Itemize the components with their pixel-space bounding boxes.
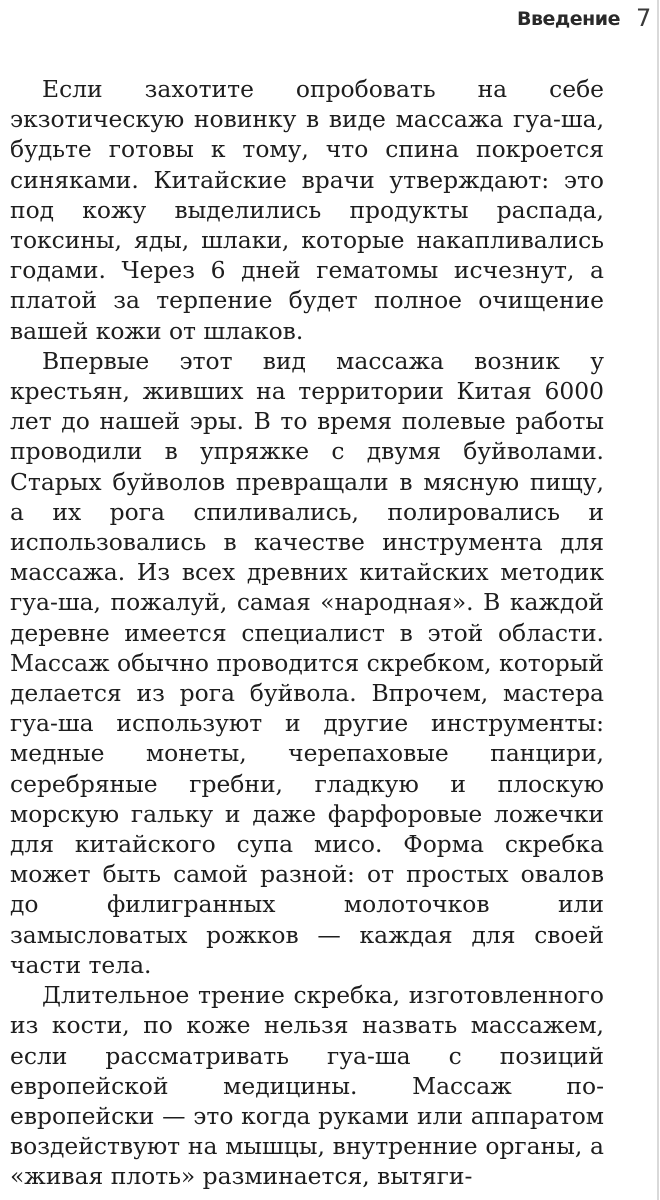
paragraph-2: Впервые этот вид массажа возник у крестьян, живших на территории Китая 6000 лет до нашей эры. В то время полевые работы проводили в упряжке с двумя буйволами. Старых буйволов превращали в мясную пищу, а их рога спиливались, полировались и использовались в качестве инструмента для массажа. Из всех древних китайских методик гуа-ша, пожалуй, самая «народная». В каждой деревне имеется специалист в этой области. Массаж обычно проводится скребком, который делается из рога буйвола. Впрочем, мастера гуа-ша используют и другие инструменты: медные монеты, черепаховые панцири, серебряные гребни, гладкую и плоскую морскую гальку и даже фарфоровые ложечки для китайского супа мисо. Форма скребка может быть самой разной: от простых овалов до филигранных молоточков или замысловатых рожков — каждая для своей части тела. xyxy=(10,346,604,979)
paragraph-1: Если захотите опробовать на себе экзотическую новинку в виде массажа гуа-ша, будьте готовы к тому, что спина покроется синяками. Китайские врачи утверждают: это под кожу выделились продукты распада, токсины, яды, шлаки, которые накапливались годами. Через 6 дней гематомы исчезнут, а платой за терпение будет полное очищение вашей кожи от шлаков. xyxy=(10,75,604,345)
page-number: 7 xyxy=(636,4,652,32)
page-edge-divider xyxy=(657,0,659,1200)
paragraph-3: Длительное трение скребка, изготовленного из кости, по коже нельзя назвать массажем, если рассматривать гуа-ша с позиций европейской медицины. Массаж по-европейски — это когда руками или аппаратом воздействуют на мышцы, внутренние органы, а «живая плоть» разминается, вытяги- xyxy=(10,981,604,1191)
body-text xyxy=(10,74,604,1192)
running-head-section-title: Введение xyxy=(517,8,620,30)
